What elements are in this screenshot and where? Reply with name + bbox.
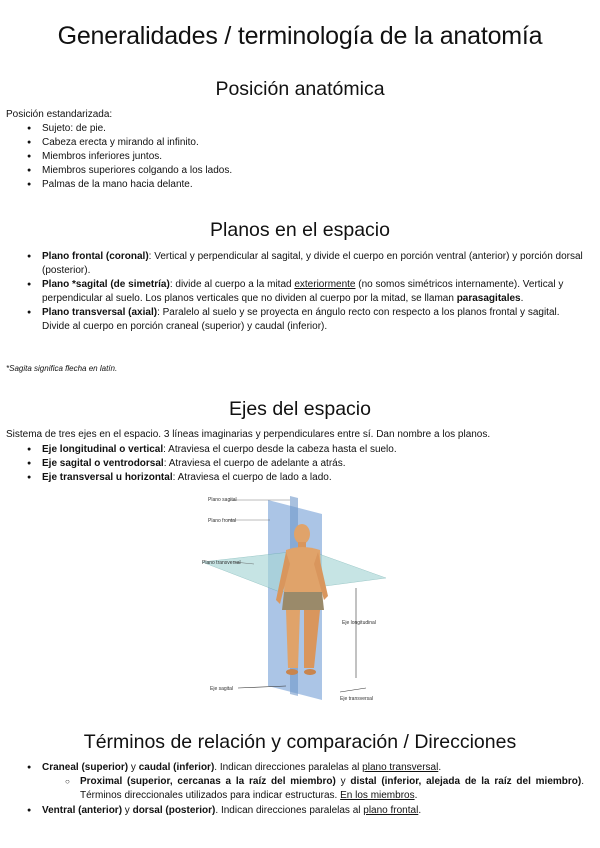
direcciones-list-2 [42,804,588,818]
label-plano-sagital: Plano sagital [208,497,237,503]
list-item-proximal-distal [80,775,584,803]
term-ventral: Ventral (anterior) [42,805,123,816]
list-item: ● Palmas de la mano hacia delante. [42,178,582,192]
text-plano-sagital-3: . [520,293,524,304]
term-eje-transversal: Eje transversal u horizontal [42,472,173,483]
page-title: Generalidades / terminología de la anatomía [57,22,543,50]
term-plano-transversal: Plano transversal (axial) [42,307,158,318]
list-item-eje-longitudinal [42,443,588,457]
transverse-axis-line [340,688,366,692]
term-eje-longitudinal: Eje longitudinal o vertical [42,444,164,455]
text-eje-longitudinal: : Atraviesa el cuerpo desde la cabeza hasta el suelo. [163,444,397,455]
anatomical-planes-figure [190,492,400,706]
text-end: . [414,790,418,801]
ejes-intro: Sistema de tres ejes en el espacio. 3 líneas imaginarias y perpendiculares entre sí. Dan nombre a los planos. [6,429,491,440]
direcciones-list [42,761,588,775]
text-plano-sagital-2: (no somos simétricos internamente). Vertical y perpendicular al suelo. Los planos verticales que no dividen al cuerpo por la mitad, se llaman [42,279,564,304]
text-connector: y [335,776,351,787]
list-item-eje-sagital [42,457,588,471]
list-item: ● Miembros inferiores juntos. [42,150,582,164]
list-item-eje-transversal [42,471,588,485]
list-item: ● Cabeza erecta y mirando al infinito. [42,136,582,150]
term-distal: distal (inferior, alejada de la raíz del miembro) [350,776,582,787]
list-item-plano-transversal [42,306,588,334]
list-item-plano-sagital [42,278,588,306]
term-eje-sagital: Eje sagital o ventrodorsal [42,458,164,469]
text-connector: y [122,805,133,816]
text-eje-transversal: : Atraviesa el cuerpo de lado a lado. [172,472,332,483]
term-proximal: Proximal (superior, cercanas a la raíz del miembro) [80,776,336,787]
text-ventral: . Indican direcciones paralelas al [215,805,364,816]
underlined-en-los-miembros: En los miembros [340,790,415,801]
list-item-plano-frontal [42,250,588,278]
term-plano-sagital: Plano *sagital (de simetría) [42,279,170,290]
text-plano-transversal: : Paralelo al suelo y se proyecta en ángulo recto con respecto a los planos frontal y sagital. Divide al cuerpo en porción craneal (superior) y caudal (inferior). [42,307,560,332]
text-plano-frontal: : Vertical y perpendicular al sagital, y divide el cuerpo en porción ventral (anterior) y porción dorsal (posterior). [42,251,583,276]
posicion-intro: Posición estandarizada: [6,109,113,120]
text-end: . [418,805,422,816]
text-plano-sagital-1: : divide al cuerpo a la mitad [169,279,295,290]
label-plano-transversal: Plano transversal [202,560,241,566]
heading-planos: Planos en el espacio [210,219,390,241]
underlined-plano-transversal: plano transversal [362,762,439,773]
label-eje-sagital: Eje sagital [210,686,234,692]
term-caudal: caudal (inferior) [138,762,215,773]
term-dorsal: dorsal (posterior) [132,805,216,816]
posicion-list [42,122,582,192]
text-eje-sagital: : Atraviesa el cuerpo de adelante a atrás. [163,458,346,469]
list-item-ventral-dorsal [42,804,588,818]
heading-posicion-anatomica: Posición anatómica [215,78,385,100]
text-craneal: . Indican direcciones paralelas al [214,762,363,773]
term-parasagitales: parasagitales [456,293,521,304]
list-item: ● Miembros superiores colgando a los lados. [42,164,582,178]
text-end: . [438,762,442,773]
heading-ejes: Ejes del espacio [228,398,371,420]
text-connector: y [128,762,139,773]
footnote-sagita: *Sagita significa flecha en latín. [6,364,118,373]
underlined-exteriormente: exteriormente [294,279,356,290]
text-proximal: . Términos direccionales utilizados para indicar estructuras. [80,776,584,801]
label-plano-frontal: Plano frontal [208,518,237,524]
ejes-list [42,443,588,485]
list-item: ● Sujeto: de pie. [42,122,582,136]
term-craneal: Craneal (superior) [42,762,129,773]
underlined-plano-frontal: plano frontal [363,805,419,816]
list-item-craneal-caudal [42,761,588,775]
label-eje-transversal: Eje transversal [340,696,374,702]
direcciones-sublist [80,775,584,803]
term-plano-frontal: Plano frontal (coronal) [42,251,149,262]
heading-terminos-relacion: Términos de relación y comparación / Direcciones [83,731,517,753]
label-eje-longitudinal: Eje longitudinal [342,620,376,626]
planos-list [42,250,588,334]
